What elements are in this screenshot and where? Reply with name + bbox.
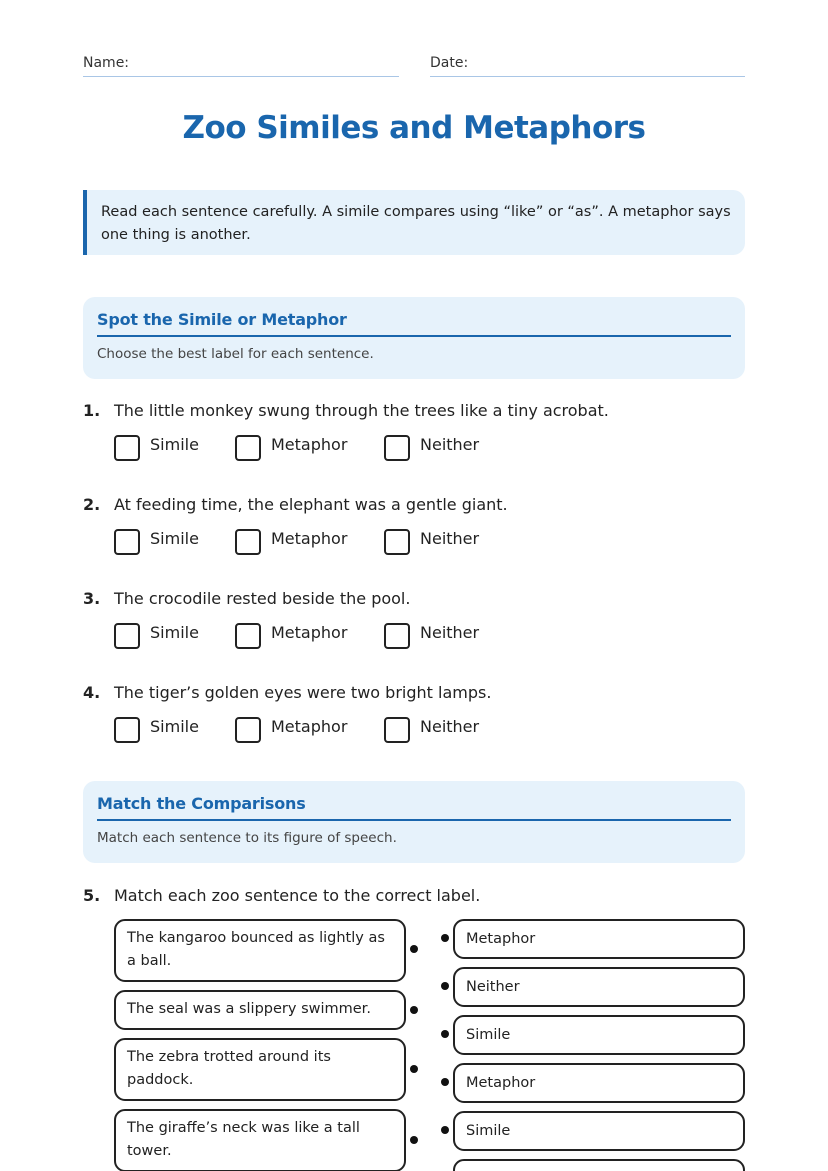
- option-label: Metaphor: [271, 435, 348, 454]
- name-label: Name:: [83, 55, 130, 71]
- match-dot[interactable]: [410, 1065, 418, 1073]
- match-label[interactable]: [453, 1159, 745, 1171]
- match-label[interactable]: [453, 919, 745, 959]
- section-subtitle: Choose the best label for each sentence.: [97, 346, 374, 362]
- checkbox[interactable]: [384, 717, 410, 743]
- match-label[interactable]: [453, 1015, 745, 1055]
- section-title: Spot the Simile or Metaphor: [97, 310, 731, 337]
- question-number: 2.: [83, 495, 101, 514]
- checkbox[interactable]: [384, 529, 410, 555]
- section-spot-header: [83, 297, 745, 379]
- question-number: 3.: [83, 589, 101, 608]
- section-subtitle: Match each sentence to its figure of speech.: [97, 830, 397, 846]
- date-field[interactable]: [430, 52, 745, 77]
- checkbox[interactable]: [235, 435, 261, 461]
- match-dot[interactable]: [410, 1136, 418, 1144]
- section-match-header: [83, 781, 745, 863]
- match-dot[interactable]: [441, 982, 449, 990]
- match-dot[interactable]: [441, 934, 449, 942]
- option-label: Simile: [150, 435, 199, 454]
- option-label: Simile: [150, 717, 199, 736]
- option-label: Simile: [150, 529, 199, 548]
- section-title: Match the Comparisons: [97, 794, 731, 821]
- checkbox[interactable]: [235, 717, 261, 743]
- match-sentence-text: The seal was a slippery swimmer.: [127, 1001, 371, 1017]
- checkbox[interactable]: [384, 435, 410, 461]
- match-sentence-text: The kangaroo bounced as lightly as a ball.: [127, 930, 385, 969]
- instructions-box: [83, 190, 745, 255]
- option-label: Neither: [420, 435, 480, 454]
- match-sentence-text: The zebra trotted around its paddock.: [127, 1049, 331, 1088]
- option-label: Neither: [420, 717, 480, 736]
- checkbox[interactable]: [235, 623, 261, 649]
- option-label: Neither: [420, 529, 480, 548]
- match-sentence[interactable]: [114, 1109, 406, 1171]
- match-label[interactable]: [453, 1111, 745, 1151]
- match-label-text: Metaphor: [466, 1075, 536, 1091]
- match-dot[interactable]: [441, 1126, 449, 1134]
- match-label[interactable]: [453, 1063, 745, 1103]
- match-label-text: Simile: [466, 1123, 511, 1139]
- match-dot[interactable]: [410, 945, 418, 953]
- date-label: Date:: [430, 55, 469, 71]
- match-label-text: Simile: [466, 1027, 511, 1043]
- checkbox[interactable]: [114, 529, 140, 555]
- match-label[interactable]: [453, 967, 745, 1007]
- question-number: 4.: [83, 683, 101, 702]
- checkbox[interactable]: [384, 623, 410, 649]
- option-label: Simile: [150, 623, 199, 642]
- match-sentence[interactable]: [114, 919, 406, 982]
- checkbox[interactable]: [114, 623, 140, 649]
- instructions-text: Read each sentence carefully. A simile compares using “like” or “as”. A metaphor says one thing is another.: [101, 204, 731, 243]
- question-text: At feeding time, the elephant was a gentle giant.: [114, 495, 508, 514]
- question-number: 5.: [83, 886, 101, 905]
- option-label: Metaphor: [271, 717, 348, 736]
- question-text: The little monkey swung through the trees like a tiny acrobat.: [114, 401, 609, 420]
- match-dot[interactable]: [410, 1006, 418, 1014]
- name-field[interactable]: [83, 52, 399, 77]
- match-sentence-text: The giraffe’s neck was like a tall tower.: [127, 1120, 360, 1159]
- option-label: Neither: [420, 623, 480, 642]
- checkbox[interactable]: [235, 529, 261, 555]
- question-text: Match each zoo sentence to the correct label.: [114, 886, 481, 905]
- question-number: 1.: [83, 401, 101, 420]
- match-sentence[interactable]: [114, 990, 406, 1030]
- page-title: Zoo Similes and Metaphors: [182, 110, 646, 146]
- match-label-text: Neither: [466, 979, 520, 995]
- match-dot[interactable]: [441, 1030, 449, 1038]
- checkbox[interactable]: [114, 717, 140, 743]
- option-label: Metaphor: [271, 623, 348, 642]
- match-label-text: Metaphor: [466, 931, 536, 947]
- match-dot[interactable]: [441, 1078, 449, 1086]
- question-text: The crocodile rested beside the pool.: [114, 589, 411, 608]
- match-sentence[interactable]: [114, 1038, 406, 1101]
- checkbox[interactable]: [114, 435, 140, 461]
- option-label: Metaphor: [271, 529, 348, 548]
- question-text: The tiger’s golden eyes were two bright lamps.: [114, 683, 492, 702]
